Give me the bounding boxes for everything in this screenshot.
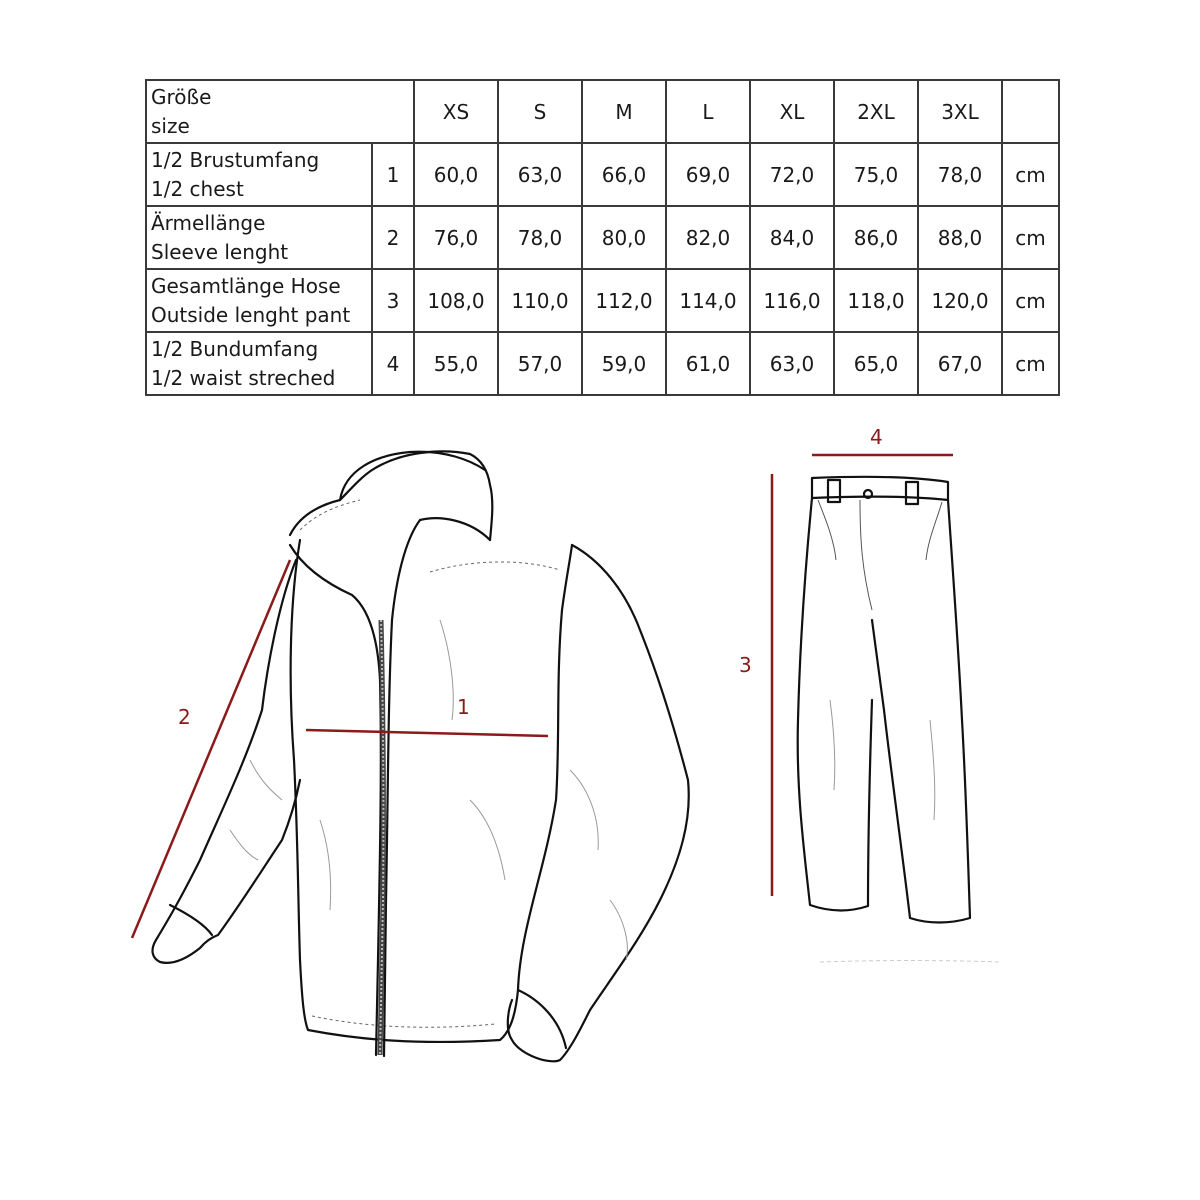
row-label-en: 1/2 waist streched (151, 365, 336, 390)
jacket-hem-stitch (312, 1016, 496, 1027)
table-cell: 88,0 (918, 206, 1002, 269)
row-unit: cm (1002, 269, 1059, 332)
row-label-de: Gesamtlänge Hose (151, 273, 341, 298)
label-chest: 1 (457, 695, 470, 719)
table-cell: 86,0 (834, 206, 918, 269)
table-cell: 78,0 (918, 143, 1002, 206)
table-cell: 63,0 (498, 143, 582, 206)
jacket-drawing (153, 451, 689, 1061)
table-cell: 114,0 (666, 269, 750, 332)
row-unit: cm (1002, 143, 1059, 206)
table-cell: 69,0 (666, 143, 750, 206)
pants-ground-shadow (820, 961, 1000, 963)
label-sleeve: 2 (178, 705, 191, 729)
table-cell: 63,0 (750, 332, 834, 395)
jacket-left-sleeve-fold-2 (230, 830, 258, 860)
jacket-left-cuff (170, 905, 212, 935)
size-xl: XL (750, 80, 834, 143)
size-l: L (666, 80, 750, 143)
table-cell: 61,0 (666, 332, 750, 395)
table-cell: 65,0 (834, 332, 918, 395)
row-label-en: 1/2 chest (151, 176, 244, 201)
table-cell: 72,0 (750, 143, 834, 206)
row-unit: cm (1002, 332, 1059, 395)
pants-left-leg (798, 498, 872, 910)
jacket-right-cuff (518, 990, 566, 1048)
jacket-body-fold-3 (320, 820, 331, 910)
jacket-body-fold-2 (470, 800, 505, 880)
size-3xl: 3XL (918, 80, 1002, 143)
jacket-right-sleeve-fold-2 (610, 900, 627, 960)
table-cell: 60,0 (414, 143, 498, 206)
row-index: 3 (372, 269, 414, 332)
pants-fold (830, 700, 835, 790)
pants-belt-loop-right (906, 482, 918, 504)
pants-drawing (798, 477, 1000, 962)
pants-right-leg (872, 500, 970, 923)
table-cell: 108,0 (414, 269, 498, 332)
row-unit: cm (1002, 206, 1059, 269)
table-cell: 116,0 (750, 269, 834, 332)
label-pant-length: 3 (739, 653, 752, 677)
row-label-en: Outside lenght pant (151, 302, 351, 327)
table-cell: 78,0 (498, 206, 582, 269)
table-cell: 76,0 (414, 206, 498, 269)
table-cell: 80,0 (582, 206, 666, 269)
row-label-de: 1/2 Bundumfang (151, 336, 319, 361)
jacket-shoulder-stitch (430, 562, 560, 572)
row-index: 4 (372, 332, 414, 395)
table-cell: 75,0 (834, 143, 918, 206)
pants-fold-2 (930, 720, 935, 820)
table-cell: 110,0 (498, 269, 582, 332)
jacket-body-fold (440, 620, 453, 720)
row-label-en: Sleeve lenght (151, 239, 289, 264)
pants-fly (860, 500, 872, 610)
jacket-collar-stitch (300, 500, 360, 530)
table-cell: 59,0 (582, 332, 666, 395)
table-cell: 55,0 (414, 332, 498, 395)
pants-belt-loop-left (828, 480, 840, 502)
measure-line-sleeve (132, 560, 290, 938)
label-waist: 4 (870, 425, 883, 449)
jacket-right-sleeve (508, 545, 689, 1061)
size-header-en: size (151, 113, 190, 138)
jacket-right-sleeve-fold (570, 770, 598, 850)
row-label-de: 1/2 Brustumfang (151, 147, 320, 172)
pants-pocket-right (926, 502, 942, 560)
row-index: 1 (372, 143, 414, 206)
jacket-left-front-edge (290, 545, 381, 1055)
jacket-left-sleeve-fold (250, 760, 282, 800)
row-label-de: Ärmellänge (151, 210, 266, 235)
row-index: 2 (372, 206, 414, 269)
size-xs: XS (414, 80, 498, 143)
table-cell: 57,0 (498, 332, 582, 395)
size-header-de: Größe (151, 84, 212, 109)
pants-pocket-left (818, 500, 836, 560)
size-s: S (498, 80, 582, 143)
table-cell: 82,0 (666, 206, 750, 269)
jacket-right-front-edge (384, 518, 490, 1056)
size-m: M (582, 80, 666, 143)
table-cell: 112,0 (582, 269, 666, 332)
jacket-left-sleeve (153, 560, 300, 963)
jacket-body-outline (291, 540, 572, 1042)
table-cell: 67,0 (918, 332, 1002, 395)
measure-line-chest (306, 730, 548, 736)
table-cell: 120,0 (918, 269, 1002, 332)
jacket-collar-back (340, 452, 485, 500)
size-2xl: 2XL (834, 80, 918, 143)
table-cell: 84,0 (750, 206, 834, 269)
table-cell: 66,0 (582, 143, 666, 206)
jacket-collar (290, 451, 492, 540)
table-cell: 118,0 (834, 269, 918, 332)
